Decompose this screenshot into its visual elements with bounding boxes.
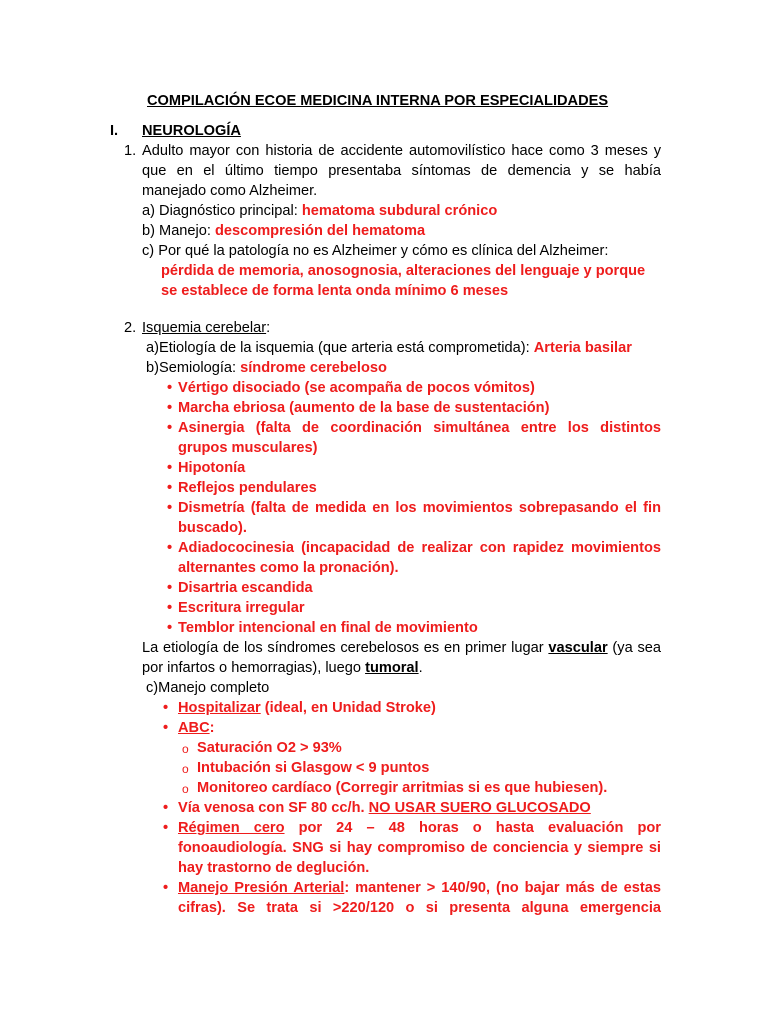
case-2-question-b bbox=[146, 358, 387, 378]
sign-item-continuation: alternantes como la pronación). bbox=[178, 560, 399, 576]
case-1-text-line: manejado como Alzheimer. bbox=[142, 183, 318, 199]
sign-item-continuation: buscado). bbox=[178, 520, 247, 536]
etiology-text: . bbox=[418, 660, 423, 676]
answer: pérdida de memoria, anosognosia, alteraciones del lenguaje y porque bbox=[161, 263, 646, 279]
question-label: b)Semiología: bbox=[146, 360, 241, 376]
abc-subitem: Monitoreo cardíaco (Corregir arritmias si es que hubiesen). bbox=[197, 780, 608, 796]
abc-subitem: Intubación si Glasgow < 9 puntos bbox=[197, 760, 430, 776]
answer: descompresión del hematoma bbox=[215, 223, 426, 239]
bullet-icon: • bbox=[167, 420, 173, 436]
management-item-emphasis: Hospitalizar bbox=[178, 700, 261, 716]
question-label: a)Etiología de la isquemia (que arteria está comprometida): bbox=[146, 340, 534, 356]
bullet-icon: • bbox=[163, 880, 169, 896]
document-title: COMPILACIÓN ECOE MEDICINA INTERNA POR ESPECIALIDADES bbox=[147, 93, 609, 109]
bullet-icon: • bbox=[167, 540, 173, 556]
etiology-text: por infartos o hemorragias), luego bbox=[142, 660, 366, 676]
answer: síndrome cerebeloso bbox=[240, 360, 387, 376]
management-item-continuation: hay trastorno de deglución. bbox=[178, 860, 370, 876]
management-item-text: por 24 – 48 horas o hasta evaluación por bbox=[284, 820, 661, 836]
case-1-text-line: Adulto mayor con historia de accidente automovilístico hace como 3 meses y bbox=[142, 143, 661, 159]
bullet-icon: • bbox=[167, 400, 173, 416]
case-2-title bbox=[142, 318, 270, 338]
circle-bullet-icon: o bbox=[182, 782, 189, 796]
management-item bbox=[178, 698, 436, 718]
management-item-continuation: cifras). Se trata si >220/120 o si presenta alguna emergencia bbox=[178, 900, 661, 916]
case-1-text-line: que en el último tiempo presentaba síntomas de demencia y se había bbox=[142, 163, 661, 179]
management-item-text: : bbox=[209, 720, 215, 736]
sign-item-continuation: grupos musculares) bbox=[178, 440, 318, 456]
sign-item: Disartria escandida bbox=[178, 580, 313, 596]
etiology-emphasis: tumoral bbox=[365, 660, 419, 676]
case-1-number: 1. bbox=[124, 143, 137, 159]
case-2-title-text: Isquemia cerebelar bbox=[142, 320, 267, 336]
answer: Arteria basilar bbox=[533, 340, 632, 356]
sign-item: Temblor intencional en final de movimiento bbox=[178, 620, 478, 636]
bullet-icon: • bbox=[167, 500, 173, 516]
management-item-text: Vía venosa con SF 80 cc/h. bbox=[178, 800, 369, 816]
case-2-question-c: c)Manejo completo bbox=[146, 680, 270, 696]
question-label: a) Diagnóstico principal: bbox=[142, 203, 302, 219]
management-item-text: : mantener > 140/90, (no bajar más de estas bbox=[344, 880, 661, 896]
sign-item: Adiadococinesia (incapacidad de realizar con rapidez movimientos bbox=[178, 540, 661, 556]
management-item-text: (ideal, en Unidad Stroke) bbox=[260, 700, 436, 716]
management-item bbox=[178, 718, 215, 738]
sign-item: Vértigo disociado (se acompaña de pocos vómitos) bbox=[178, 380, 535, 396]
section-number: I. bbox=[110, 123, 119, 139]
management-item bbox=[178, 798, 591, 818]
etiology-text: (ya sea bbox=[607, 640, 661, 656]
management-item-emphasis: Manejo Presión Arterial bbox=[178, 880, 345, 896]
bullet-icon: • bbox=[167, 460, 173, 476]
case-1-question-a bbox=[142, 201, 497, 221]
management-item-emphasis: NO USAR SUERO GLUCOSADO bbox=[368, 800, 591, 816]
circle-bullet-icon: o bbox=[182, 742, 189, 756]
circle-bullet-icon: o bbox=[182, 762, 189, 776]
case-2-number: 2. bbox=[124, 320, 137, 336]
bullet-icon: • bbox=[163, 800, 169, 816]
sign-item: Reflejos pendulares bbox=[178, 480, 317, 496]
case-1-question-b bbox=[142, 221, 425, 241]
bullet-icon: • bbox=[167, 480, 173, 496]
sign-item: Escritura irregular bbox=[178, 600, 305, 616]
management-item bbox=[178, 818, 661, 838]
bullet-icon: • bbox=[163, 820, 169, 836]
bullet-icon: • bbox=[167, 600, 173, 616]
etiology-line-2 bbox=[142, 658, 423, 678]
sign-item: Asinergia (falta de coordinación simultánea entre los distintos bbox=[178, 420, 661, 436]
management-item bbox=[178, 878, 661, 898]
case-1-question-c: c) Por qué la patología no es Alzheimer y cómo es clínica del Alzheimer: bbox=[142, 243, 609, 259]
bullet-icon: • bbox=[167, 580, 173, 596]
management-item-emphasis: ABC bbox=[178, 720, 210, 736]
question-label: b) Manejo: bbox=[142, 223, 216, 239]
case-2-question-a bbox=[146, 338, 632, 358]
management-item-continuation: fonoaudiología. SNG si hay compromiso de conciencia y siempre si bbox=[178, 840, 661, 856]
etiology-emphasis: vascular bbox=[548, 640, 608, 656]
sign-item: Marcha ebriosa (aumento de la base de sustentación) bbox=[178, 400, 550, 416]
management-item-emphasis: Régimen cero bbox=[178, 820, 285, 836]
abc-subitem: Saturación O2 > 93% bbox=[197, 740, 342, 756]
section-heading: NEUROLOGÍA bbox=[142, 123, 241, 139]
case-2-title-colon: : bbox=[266, 320, 271, 336]
bullet-icon: • bbox=[167, 620, 173, 636]
answer: se establece de forma lenta onda mínimo 6 meses bbox=[161, 283, 509, 299]
sign-item: Hipotonía bbox=[178, 460, 246, 476]
bullet-icon: • bbox=[163, 700, 169, 716]
etiology-line-1 bbox=[142, 638, 661, 658]
bullet-icon: • bbox=[163, 720, 169, 736]
etiology-text: La etiología de los síndromes cerebelosos es en primer lugar bbox=[142, 640, 549, 656]
bullet-icon: • bbox=[167, 380, 173, 396]
answer: hematoma subdural crónico bbox=[301, 203, 498, 219]
sign-item: Dismetría (falta de medida en los movimientos sobrepasando el fin bbox=[178, 500, 661, 516]
